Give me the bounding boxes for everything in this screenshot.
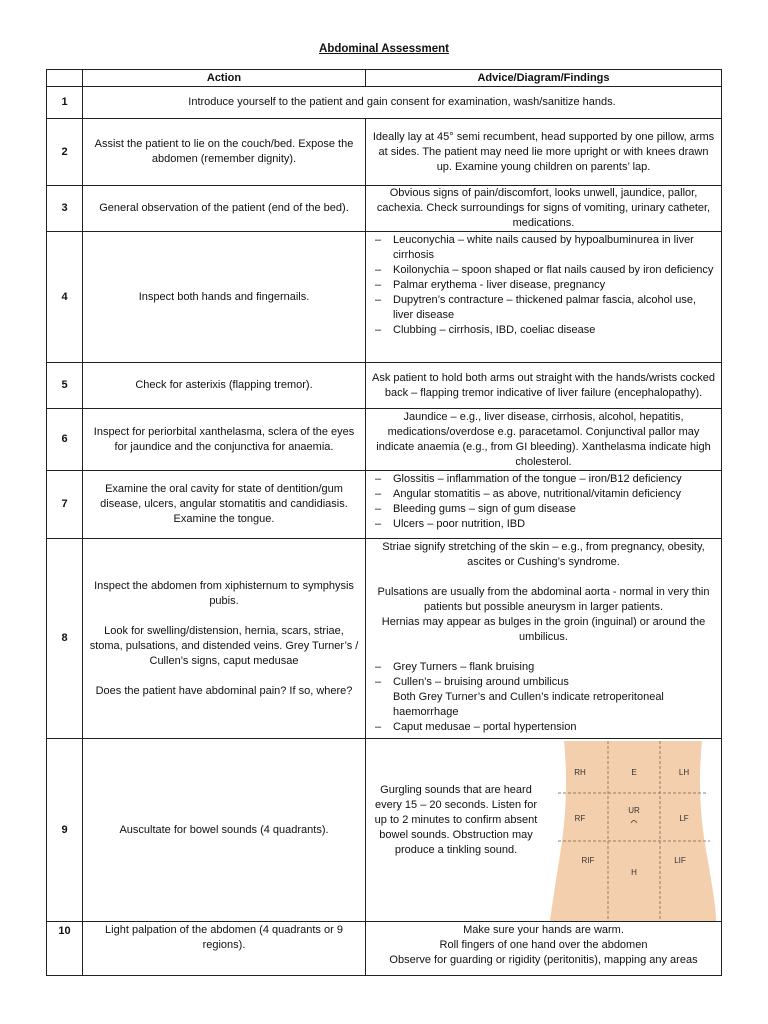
table-row [47, 87, 722, 119]
advice-paragraph: Striae signify stretching of the skin – e.g., from pregnancy, obesity, ascites or Cushing’s syndrome. [382, 541, 705, 568]
row-advice: Gurgling sounds that are heard every 15 – 20 seconds. Listen for up to 2 minutes to confirm absent bowel sounds. Obstruction may produce a tinkling sound. [374, 784, 538, 856]
list-item: – Caput medusae – portal hypertension [371, 720, 716, 735]
list-item-continuation: Both Grey Turner’s and Cullen’s indicate retroperitoneal haemorrhage [393, 691, 664, 718]
row-advice: Jaundice – e.g., liver disease, cirrhosis, alcohol, hepatitis, medications/overdose e.g. paracetamol. Conjunctival pallor may indicate anaemia (e.g., from GI bleeding). Xanthelasma indicate high cholesterol. [366, 409, 722, 471]
advice-line: Observe for guarding or rigidity (peritonitis), mapping any areas [389, 954, 698, 966]
row-advice: Ideally lay at 45° semi recumbent, head supported by one pillow, arms at sides. The patient may need lie more upright or with knees drawn up. Examine young children on parents’ lap. [366, 119, 722, 186]
table-row [47, 739, 722, 922]
row-advice-with-diagram [366, 739, 722, 922]
row-action [83, 539, 366, 739]
row-number: 7 [47, 471, 83, 539]
advice-line: Make sure your hands are warm. [463, 924, 624, 936]
list-item: – Koilonychia – spoon shaped or flat nails caused by iron deficiency [371, 263, 716, 278]
list-item: – Leuconychia – white nails caused by hypoalbuminurea in liver cirrhosis [371, 233, 716, 263]
region-label-lif: LIF [674, 856, 686, 865]
advice-line: Roll fingers of one hand over the abdomen [439, 939, 648, 951]
table-row [47, 186, 722, 232]
row-action: General observation of the patient (end of the bed). [83, 186, 366, 232]
row-number: 1 [47, 87, 83, 119]
advice-paragraph: Hernias may appear as bulges in the groin (inguinal) or around the umbilicus. [381, 616, 706, 643]
row-action: Check for asterixis (flapping tremor). [83, 363, 366, 409]
region-label-rf: RF [574, 814, 586, 823]
row-action: Inspect both hands and fingernails. [83, 232, 366, 363]
header-action: Action [83, 70, 366, 87]
region-label-lf: LF [679, 814, 689, 823]
table-row [47, 119, 722, 186]
row-advice-list [366, 232, 722, 363]
list-item: – Palmar erythema - liver disease, pregnancy [371, 278, 716, 293]
advice-paragraph: Pulsations are usually from the abdominal aorta - normal in very thin patients but possible aneurysm in larger patients. [377, 586, 710, 613]
region-label-lh: LH [678, 768, 690, 777]
row-advice: Obvious signs of pain/discomfort, looks unwell, jaundice, pallor, cachexia. Check surroundings for signs of vomiting, urinary catheter, medications. [366, 186, 722, 232]
row-action: Examine the oral cavity for state of dentition/gum disease, ulcers, angular stomatitis and candidiasis. Examine the tongue. [83, 471, 366, 539]
row-number: 6 [47, 409, 83, 471]
list-item: – Glossitis – inflammation of the tongue – iron/B12 deficiency [371, 472, 716, 487]
row-number: 9 [47, 739, 83, 922]
action-paragraph: Does the patient have abdominal pain? If so, where? [95, 684, 353, 697]
region-label-ur: UR [628, 806, 640, 815]
row-number: 5 [47, 363, 83, 409]
region-label-rif: RIF [581, 856, 595, 865]
header-empty [47, 70, 83, 87]
header-advice: Advice/Diagram/Findings [366, 70, 722, 87]
row-action: Inspect for periorbital xanthelasma, sclera of the eyes for jaundice and the conjunctiva for anaemia. [83, 409, 366, 471]
list-item: – Dupytren’s contracture – thickened palmar fascia, alcohol use, liver disease [371, 293, 716, 323]
row-advice-list [366, 471, 722, 539]
table-header-row [47, 70, 722, 87]
table-row [47, 922, 722, 976]
list-item: – Cullen’s – bruising around umbilicus [371, 675, 716, 690]
row-number: 4 [47, 232, 83, 363]
row-action: Assist the patient to lie on the couch/bed. Expose the abdomen (remember dignity). [83, 119, 366, 186]
row-number: 3 [47, 186, 83, 232]
region-label-h: H [631, 868, 637, 877]
abdomen-regions-diagram [550, 741, 716, 921]
row-advice-list [366, 539, 722, 739]
row-advice: Ask patient to hold both arms out straight with the hands/wrists cocked back – flapping tremor indicative of liver failure (encephalopathy). [366, 363, 722, 409]
row-number: 10 [47, 922, 83, 976]
row-action: Light palpation of the abdomen (4 quadrants or 9 regions). [83, 922, 366, 976]
action-paragraph: Inspect the abdomen from xiphisternum to symphysis pubis. [94, 579, 354, 607]
action-paragraph: Look for swelling/distension, hernia, scars, striae, stoma, pulsations, and distended veins. Grey Turner’s / Cullen’s signs, caput medusae [89, 624, 359, 667]
table-row [47, 539, 722, 739]
region-label-e: E [631, 768, 637, 777]
row-number: 2 [47, 119, 83, 186]
row-merged-text: Introduce yourself to the patient and gain consent for examination, wash/sanitize hands. [83, 87, 722, 119]
assessment-table [46, 69, 722, 976]
list-item: – Ulcers – poor nutrition, IBD [371, 517, 716, 532]
list-item: – Clubbing – cirrhosis, IBD, coeliac disease [371, 323, 716, 338]
row-number: 8 [47, 539, 83, 739]
page-title: Abdominal Assessment [319, 43, 449, 55]
list-item: – Angular stomatitis – as above, nutritional/vitamin deficiency [371, 487, 716, 502]
table-row [47, 409, 722, 471]
table-row [47, 363, 722, 409]
region-label-rh: RH [574, 768, 586, 777]
list-item: – Grey Turners – flank bruising [371, 660, 716, 675]
table-row [47, 232, 722, 363]
list-item: – Bleeding gums – sign of gum disease [371, 502, 716, 517]
table-row [47, 471, 722, 539]
row-advice [366, 922, 722, 976]
row-action: Auscultate for bowel sounds (4 quadrants). [83, 739, 366, 922]
